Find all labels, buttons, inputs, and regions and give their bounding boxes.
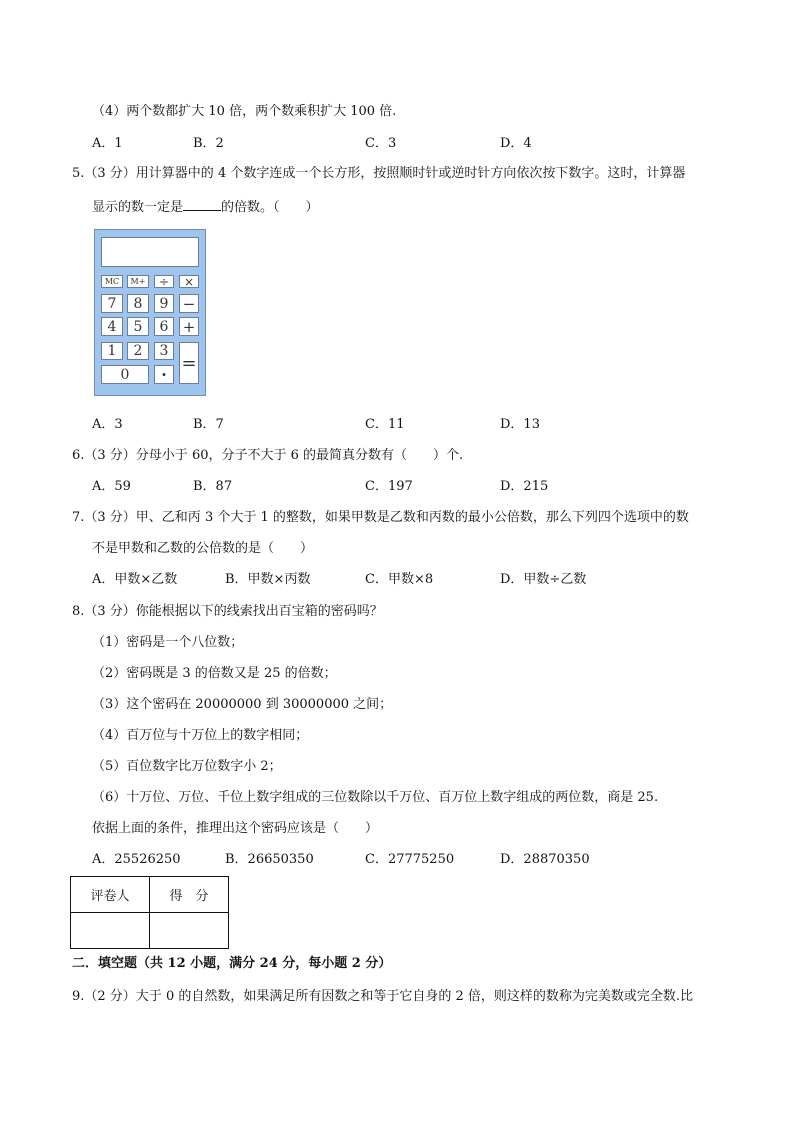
calc-key-0: 0 (101, 365, 149, 384)
calc-key-3: 3 (154, 342, 174, 360)
score-table (70, 876, 229, 949)
q8-clue-1: （1）密码是一个八位数； (92, 635, 244, 650)
q7-stem-line2: 不是甲数和乙数的公倍数的是（ ） (92, 541, 314, 556)
calc-key-7: 7 (101, 294, 123, 313)
q8-option-d: D．28870350 (500, 852, 590, 867)
calc-key-dot: · (154, 365, 174, 384)
q4-option-c: C．3 (365, 136, 397, 151)
q6-option-a: A．59 (92, 479, 131, 494)
q5-stem-post: 的倍数。（ ） (221, 200, 319, 215)
q4-statement-4: （4）两个数都扩大 10 倍，两个数乘积扩大 100 倍. (92, 104, 397, 119)
q5-stem-line2 (92, 198, 319, 216)
q8-option-c: C．27775250 (365, 852, 455, 867)
calc-key-mc: MC (101, 275, 123, 288)
calc-key-4: 4 (101, 317, 123, 336)
q5-option-a: A．3 (92, 417, 123, 432)
calc-key-equals: = (179, 342, 199, 384)
q4-option-a: A．1 (92, 136, 123, 151)
calculator-image (94, 229, 206, 396)
calc-key-minus: − (179, 294, 199, 313)
q7-option-c: C．甲数×8 (365, 572, 434, 587)
q7-option-a: A．甲数×乙数 (92, 572, 178, 587)
calc-key-6: 6 (154, 317, 174, 336)
q6-option-b: B．87 (193, 479, 233, 494)
q6-option-c: C．197 (365, 479, 413, 494)
calc-key-9: 9 (154, 294, 174, 313)
q4-option-b: B．2 (193, 136, 224, 151)
calc-key-divide: ÷ (154, 275, 174, 288)
answer-blank (183, 198, 221, 211)
q8-clue-3: （3）这个密码在 20000000 到 30000000 之间； (92, 697, 393, 712)
q7-option-d: D．甲数÷乙数 (500, 572, 587, 587)
q8-conclusion: 依据上面的条件，推理出这个密码应该是（ ） (92, 821, 379, 836)
q8-option-b: B．26650350 (225, 852, 314, 867)
q8-clue-5: （5）百位数字比万位数字小 2； (92, 759, 282, 774)
score-table-score-cell[interactable] (150, 913, 229, 949)
q7-stem-line1: 7.（3 分）甲、乙和丙 3 个大于 1 的整数，如果甲数是乙数和丙数的最小公倍数，那么下列四个选项中的数 (72, 510, 689, 525)
calc-key-1: 1 (101, 342, 123, 360)
q5-option-d: D．13 (500, 417, 540, 432)
calc-key-multiply: × (179, 275, 199, 288)
calc-key-plus: + (179, 317, 199, 336)
calc-key-8: 8 (127, 294, 149, 313)
q9-stem-line1: 9.（2 分）大于 0 的自然数，如果满足所有因数之和等于它自身的 2 倍，则这样的数称为完美数或完全数.比 (72, 989, 694, 1004)
q8-clue-4: （4）百万位与十万位上的数字相同； (92, 728, 309, 743)
calc-key-5: 5 (127, 317, 149, 336)
section-2-heading: 二．填空题（共 12 小题，满分 24 分，每小题 2 分） (72, 956, 392, 971)
q5-stem-pre: 显示的数一定是 (92, 200, 184, 215)
q8-clue-2: （2）密码既是 3 的倍数又是 25 的倍数； (92, 666, 337, 681)
calc-key-mplus: M+ (127, 275, 149, 288)
score-table-grader-cell[interactable] (71, 913, 150, 949)
q5-option-b: B．7 (193, 417, 224, 432)
q6-option-d: D．215 (500, 479, 549, 494)
q8-clue-6: （6）十万位、万位、千位上数字组成的三位数除以千万位、百万位上数字组成的两位数，商是 25. (92, 790, 659, 805)
calc-key-2: 2 (127, 342, 149, 360)
score-table-grader-header: 评卷人 (71, 877, 150, 913)
calculator-screen (101, 237, 199, 267)
q8-option-a: A．25526250 (92, 852, 181, 867)
q7-option-b: B．甲数×丙数 (225, 572, 311, 587)
q4-option-d: D．4 (500, 136, 532, 151)
score-table-score-header: 得 分 (150, 877, 229, 913)
q5-stem-line1: 5.（3 分）用计算器中的 4 个数字连成一个长方形，按照顺时针或逆时针方向依次按下数字。这时，计算器 (72, 166, 686, 181)
q6-stem: 6.（3 分）分母小于 60，分子不大于 6 的最简真分数有（ ）个. (72, 448, 464, 463)
q8-stem: 8.（3 分）你能根据以下的线索找出百宝箱的密码吗？ (72, 604, 383, 619)
q5-option-c: C．11 (365, 417, 405, 432)
